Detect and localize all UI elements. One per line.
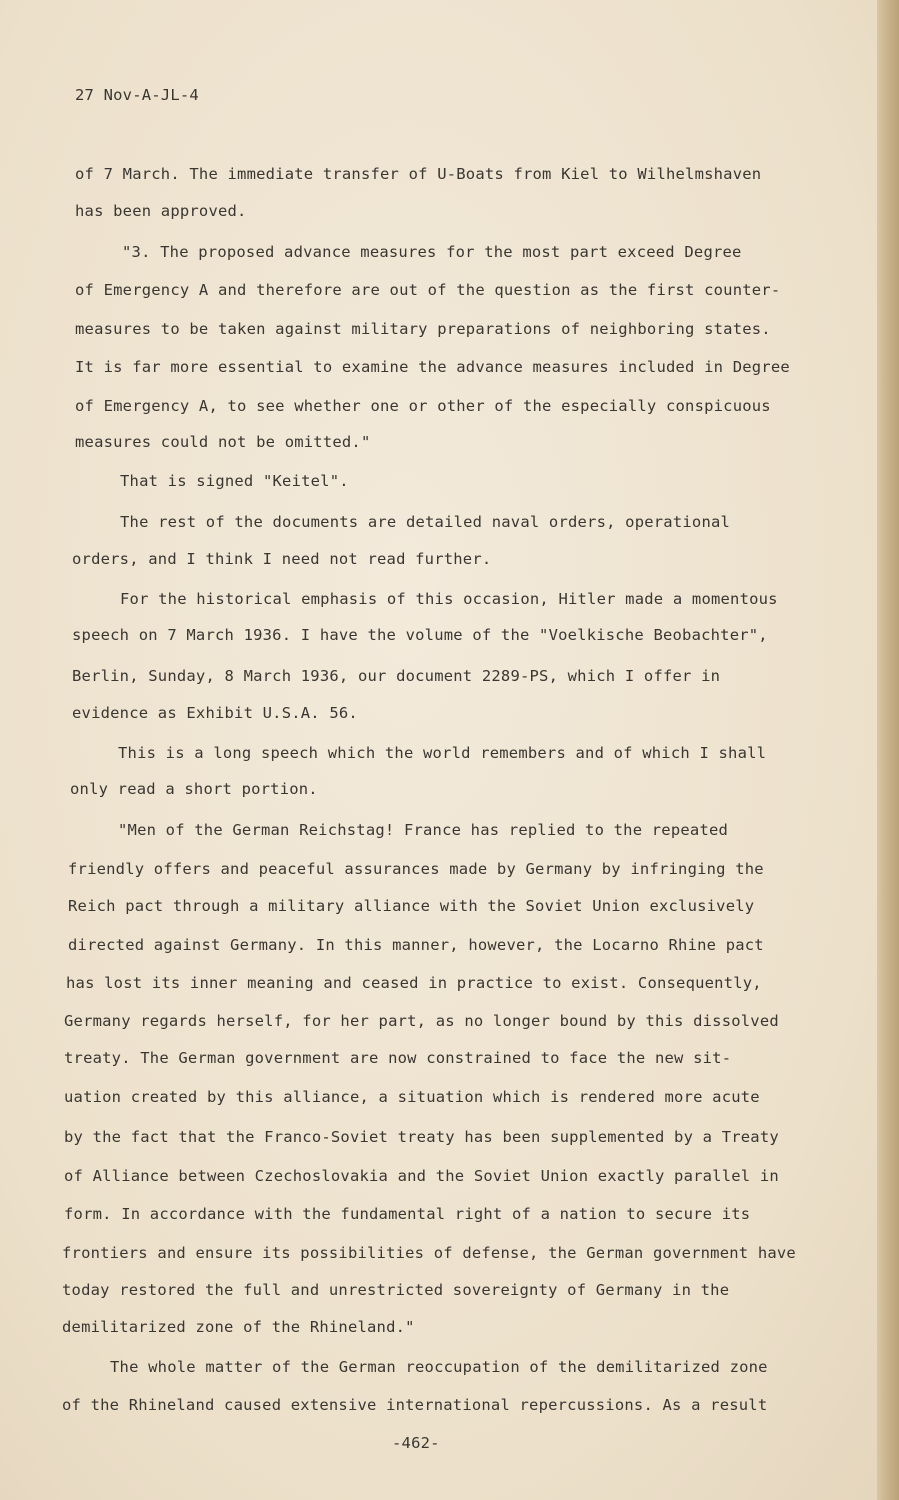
- text-line: has been approved.: [75, 202, 247, 220]
- text-line: For the historical emphasis of this occasion, Hitler made a momentous: [120, 590, 778, 608]
- text-line: treaty. The German government are now constrained to face the new sit-: [64, 1049, 732, 1067]
- page-binding-edge: [877, 0, 899, 1500]
- text-line: orders, and I think I need not read further.: [72, 550, 492, 568]
- text-line: demilitarized zone of the Rhineland.": [62, 1318, 415, 1336]
- text-line: evidence as Exhibit U.S.A. 56.: [72, 704, 358, 722]
- text-line: It is far more essential to examine the advance measures included in Degree: [75, 358, 790, 376]
- text-line: has lost its inner meaning and ceased in practice to exist. Consequently,: [66, 974, 762, 992]
- text-line: Berlin, Sunday, 8 March 1936, our document 2289-PS, which I offer in: [72, 667, 721, 685]
- text-line: uation created by this alliance, a situation which is rendered more acute: [64, 1088, 760, 1106]
- text-line: This is a long speech which the world remembers and of which I shall: [118, 744, 767, 762]
- text-line: of Emergency A and therefore are out of the question as the first counter-: [75, 281, 781, 299]
- text-line: The rest of the documents are detailed naval orders, operational: [120, 513, 731, 531]
- page-number: -462-: [392, 1434, 440, 1452]
- text-line: friendly offers and peaceful assurances made by Germany by infringing the: [68, 860, 764, 878]
- document-reference: 27 Nov-A-JL-4: [75, 86, 199, 104]
- text-line: of Emergency A, to see whether one or other of the especially conspicuous: [75, 397, 771, 415]
- text-line: only read a short portion.: [70, 780, 318, 798]
- text-line: of the Rhineland caused extensive international repercussions. As a result: [62, 1396, 768, 1414]
- text-line: directed against Germany. In this manner, however, the Locarno Rhine pact: [68, 936, 764, 954]
- text-line: That is signed "Keitel".: [120, 472, 349, 490]
- text-line: The whole matter of the German reoccupation of the demilitarized zone: [110, 1358, 768, 1376]
- text-line: Reich pact through a military alliance with the Soviet Union exclusively: [68, 897, 755, 915]
- text-line: by the fact that the Franco-Soviet treaty has been supplemented by a Treaty: [64, 1128, 779, 1146]
- text-line: form. In accordance with the fundamental right of a nation to secure its: [64, 1205, 751, 1223]
- text-line: today restored the full and unrestricted sovereignty of Germany in the: [62, 1281, 730, 1299]
- text-line: measures to be taken against military preparations of neighboring states.: [75, 320, 771, 338]
- text-line: frontiers and ensure its possibilities of defense, the German government have: [62, 1244, 796, 1262]
- text-line: speech on 7 March 1936. I have the volume of the "Voelkische Beobachter",: [72, 626, 768, 644]
- text-line: measures could not be omitted.": [75, 433, 371, 451]
- text-line: Germany regards herself, for her part, as no longer bound by this dissolved: [64, 1012, 779, 1030]
- text-line: of 7 March. The immediate transfer of U-Boats from Kiel to Wilhelmshaven: [75, 165, 762, 183]
- text-line: of Alliance between Czechoslovakia and the Soviet Union exactly parallel in: [64, 1167, 779, 1185]
- text-line: "3. The proposed advance measures for the most part exceed Degree: [122, 243, 742, 261]
- text-line: "Men of the German Reichstag! France has replied to the repeated: [118, 821, 729, 839]
